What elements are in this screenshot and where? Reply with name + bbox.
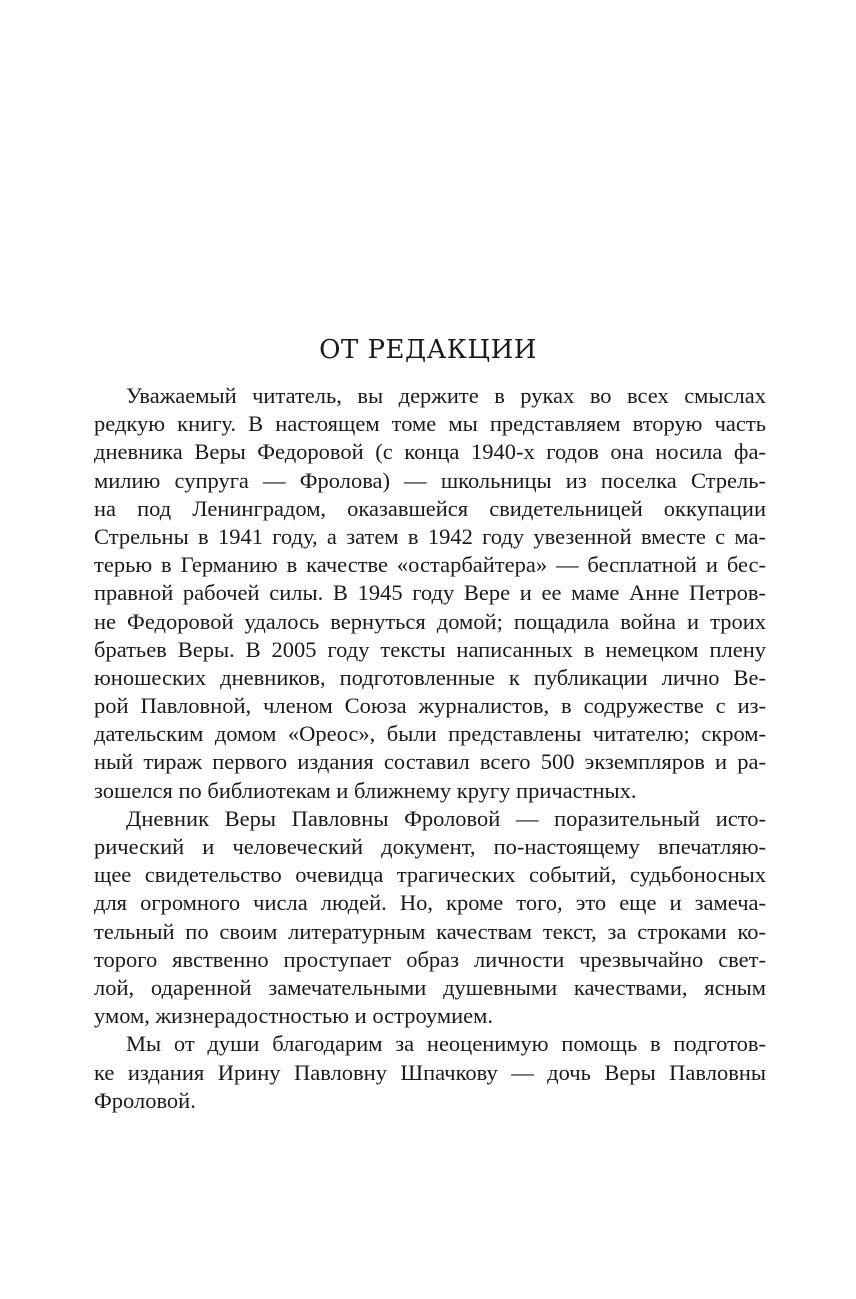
page-title: ОТ РЕДАКЦИИ: [319, 335, 537, 365]
text-line: Уважаемый читатель, вы держите в руках во всех смыслах: [126, 383, 766, 408]
text-line: ный тираж первого издания составил всего 500 экземпляров и ра-: [94, 749, 766, 775]
paragraph-3: [94, 1030, 766, 1115]
text-line: дневника Веры Федоровой (с конца 1940-х годов она носила фа-: [94, 439, 766, 465]
text-line: ке издания Ирину Павловну Шпачкову — дочь Веры Павловны: [94, 1059, 766, 1085]
text-line: умом, жизнерадостностью и остроумием.: [94, 1003, 493, 1029]
text-line: милию супруга — Фролова) — школьницы из поселка Стрель-: [94, 467, 766, 493]
text-line: тельный по своим литературным качествам текст, за строками ко-: [94, 918, 766, 944]
text-line: терью в Германию в качестве «остарбайтера» — бесплатной и бес-: [94, 552, 766, 578]
text-line: Мы от души благодарим за неоценимую помощь в подготов-: [126, 1031, 766, 1057]
text-line: Фроловой.: [94, 1087, 196, 1113]
text-line: рический и человеческий документ, по-настоящему впечатляю-: [94, 834, 766, 859]
text-line: Стрельны в 1941 году, а затем в 1942 году увезенной вместе с ма-: [94, 523, 766, 549]
text-line: братьев Веры. В 2005 году тексты написанных в немецком плену: [94, 636, 766, 662]
body-text: [94, 382, 766, 1115]
text-line: лой, одаренной замечательными душевными качествами, ясным: [94, 974, 766, 1000]
text-line: юношеских дневников, подготовленные к публикации лично Ве-: [94, 664, 766, 690]
text-line: редкую книгу. В настоящем томе мы представляем вторую часть: [94, 411, 766, 437]
text-line: щее свидетельство очевидца трагических событий, судьбоносных: [94, 862, 766, 888]
text-line: торого явственно проступает образ личности чрезвычайно свет-: [94, 946, 766, 972]
text-line: Дневник Веры Павловны Фроловой — поразительный исто-: [126, 805, 766, 831]
text-line: для огромного числа людей. Но, кроме того, это еще и замеча-: [94, 890, 766, 916]
text-line: дательским домом «Ореос», были представлены читателю; скром-: [94, 721, 766, 747]
paragraph-2: [94, 805, 766, 1031]
text-line: рой Павловной, членом Союза журналистов, в содружестве с из-: [94, 693, 766, 719]
text-line: правной рабочей силы. В 1945 году Вере и ее маме Анне Петров-: [94, 580, 766, 606]
text-line: на под Ленинградом, оказавшейся свидетельницей оккупации: [94, 495, 766, 521]
text-line: зошелся по библиотекам и ближнему кругу причастных.: [94, 777, 637, 803]
paragraph-1: [94, 382, 766, 805]
text-line: не Федоровой удалось вернуться домой; пощадила война и троих: [94, 608, 766, 634]
